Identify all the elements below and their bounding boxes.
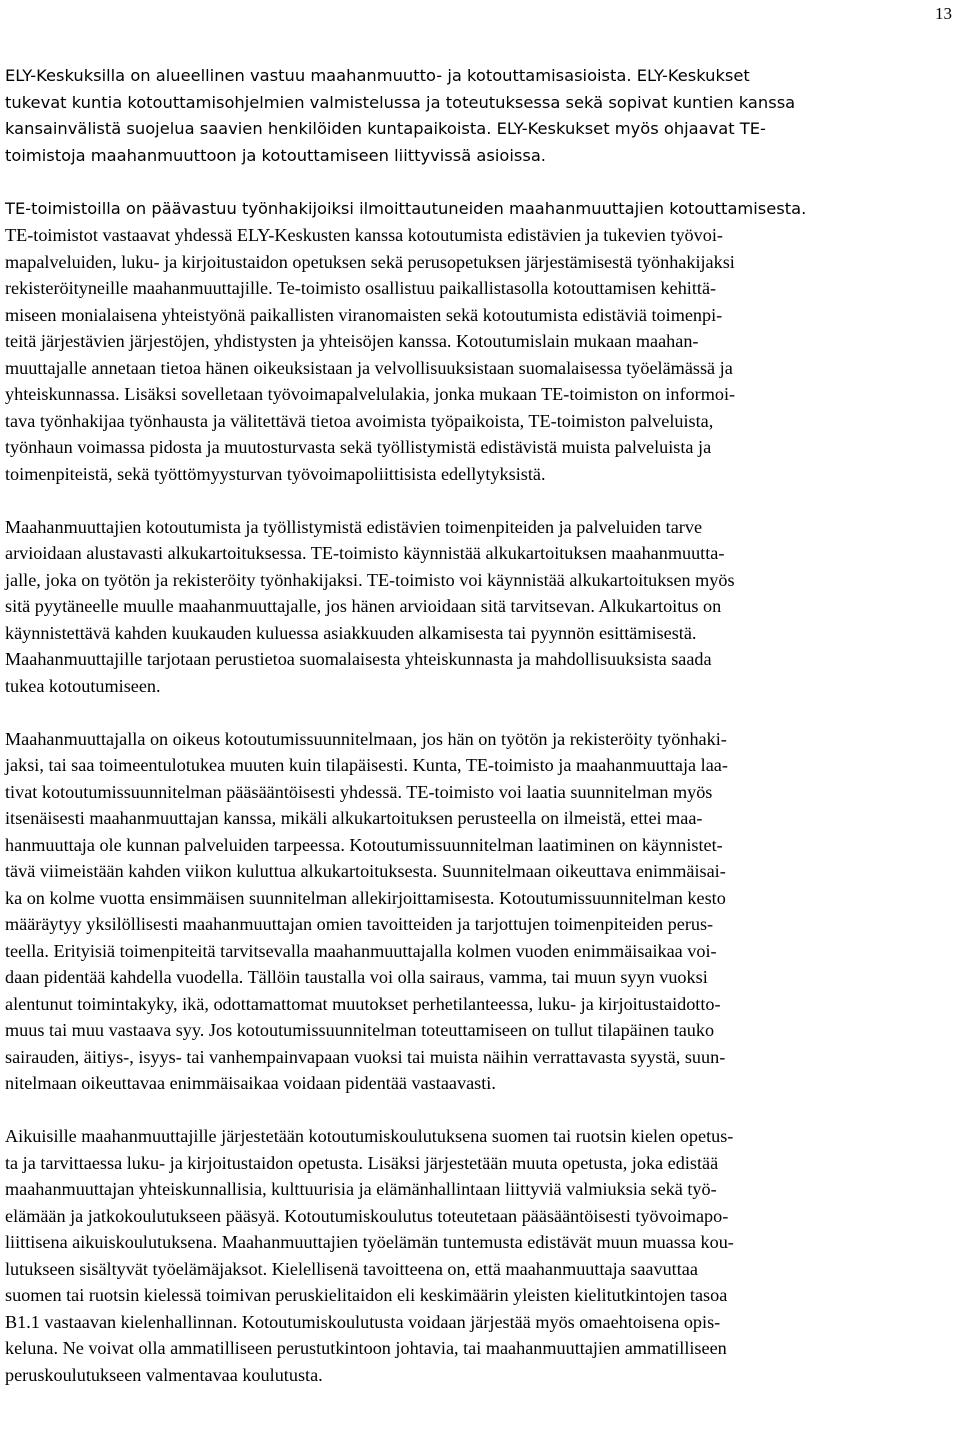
- text-line: keluna. Ne voivat olla ammatilliseen perustutkintoon johtavia, tai maahanmuuttajien ammatilliseen: [5, 1338, 727, 1358]
- paragraph-spacer: [5, 1097, 955, 1124]
- text-line: sitä pyytäneelle muulle maahanmuuttajalle, jos hänen arvioidaan sitä tarvitsevan. Alkukartoitus on: [5, 596, 722, 616]
- text-line: käynnistettävä kahden kuukauden kuluessa asiakkuuden alkamisesta tai pyynnön esittämisestä.: [5, 622, 697, 643]
- paragraph-spacer: [5, 487, 955, 514]
- paragraph-integration-plan: [5, 726, 955, 1097]
- text-line: tävä viimeistään kahden viikon kuluttua alkukartoituksesta. Suunnitelmaan oikeuttava enimmäisai-: [5, 861, 726, 881]
- text-line: tukevat kuntia kotouttamisohjelmien valmistelussa ja toteutuksessa sekä sopivat kuntien kanssa: [5, 92, 796, 112]
- text-line: Maahanmuuttajalla on oikeus kotoutumissuunnitelmaan, jos hän on työtön ja rekisteröity työnhaki-: [5, 728, 727, 749]
- text-line: itsenäisesti maahanmuuttajan kanssa, mikäli alkukartoituksen perusteella on ilmeistä, ettei maa-: [5, 808, 703, 828]
- text-line: nitelmaan oikeuttavaa enimmäisaikaa voidaan pidentää vastaavasti.: [5, 1073, 496, 1093]
- text-line: työnhaun voimassa pidosta ja muutosturvasta sekä työllistymistä edistävistä muista palveluista ja: [5, 437, 712, 457]
- text-line: Maahanmuuttajille tarjotaan perustietoa suomalaisesta yhteiskunnasta ja mahdollisuuksista saada: [5, 649, 712, 669]
- text-line: B1.1 vastaavan kielenhallinnan. Kotoutumiskoulutusta voidaan järjestää myös omaehtoisena opis-: [5, 1311, 721, 1332]
- document-body: [5, 63, 955, 1388]
- text-line: peruskoulutukseen valmentavaa koulutusta.: [5, 1364, 323, 1385]
- text-line: ka on kolme vuotta ensimmäisen suunnitelman allekirjoittamisesta. Kotoutumissuunnitelman kesto: [5, 887, 726, 908]
- text-line: lutukseen sisältyvät työelämäjaksot. Kielellisenä tavoitteena on, että maahanmuuttaja saavuttaa: [5, 1258, 698, 1279]
- text-line: mapalveluiden, luku- ja kirjoitustaidon opetuksen sekä perusopetuksen järjestämisestä työnhakijaksi: [5, 251, 735, 272]
- text-line: rekisteröityneille maahanmuuttajille. Te-toimisto osallistuu paikallistasolla kotouttamisen kehittä-: [5, 278, 717, 298]
- paragraph-spacer: [5, 169, 955, 196]
- text-line: maahanmuuttajan yhteiskunnallisia, kulttuurisia ja elämänhallintaan liittyviä valmiuksia sekä työ-: [5, 1179, 717, 1199]
- text-line: kansainvälistä suojelua saavien henkilöiden kuntapaikoista. ELY-Keskukset myös ohjaavat TE-: [5, 119, 766, 138]
- paragraph-ely-responsibility: [5, 63, 955, 169]
- paragraph-te-office-responsibility: [5, 196, 955, 488]
- text-line: ELY-Keskuksilla on alueellinen vastuu maahanmuutto- ja kotouttamisasioista. ELY-Keskukset: [5, 66, 750, 85]
- text-line: miseen monialaisena yhteistyönä paikallisten viranomaisten sekä kotoutumista edistäviä toimenpi-: [5, 304, 723, 325]
- text-line: muuttajalle annetaan tietoa hänen oikeuksistaan ja velvollisuuksistaan suomalaisessa työelämässä ja: [5, 357, 733, 378]
- paragraph-spacer: [5, 699, 955, 726]
- text-line: muus tai muu vastaava syy. Jos kotoutumissuunnitelman toteuttamiseen on tullut tilapäinen tauko: [5, 1020, 715, 1040]
- text-line: jalle, joka on työtön ja rekisteröity työnhakijaksi. TE-toimisto voi käynnistää alkukartoituksen myös: [5, 569, 735, 590]
- text-line: arvioidaan alustavasti alkukartoituksessa. TE-toimisto käynnistää alkukartoituksen maahanmuutta-: [5, 543, 725, 563]
- text-line: suomen tai ruotsin kielessä toimivan peruskielitaidon eli keskimäärin yleisten kielitutkintojen tasoa: [5, 1285, 728, 1305]
- text-line: TE-toimistoilla on päävastuu työnhakijoiksi ilmoittautuneiden maahanmuuttajien kotouttamisesta.: [5, 198, 807, 218]
- text-line: yhteiskunnassa. Lisäksi sovelletaan työvoimapalvelulakia, jonka mukaan TE-toimiston on informoi-: [5, 384, 736, 404]
- text-line: sairauden, äitiys-, isyys- tai vanhempainvapaan vuoksi tai muista näihin verrattavasta syystä, suun-: [5, 1046, 726, 1067]
- text-line: daan pidentää kahdella vuodella. Tällöin taustalla voi olla sairaus, vamma, tai muun syyn vuoksi: [5, 967, 708, 987]
- text-line: tava työnhakijaa työnhausta ja välitettävä tietoa avoimista työpaikoista, TE-toimiston palveluista,: [5, 410, 714, 431]
- text-line: ta ja tarvittaessa luku- ja kirjoitustaidon opetusta. Lisäksi järjestetään muuta opetusta, joka edistää: [5, 1152, 719, 1173]
- text-line: toimistoja maahanmuuttoon ja kotouttamiseen liittyvissä asioissa.: [5, 145, 546, 165]
- text-line: tukea kotoutumiseen.: [5, 675, 161, 696]
- text-line: jaksi, tai saa toimeentulotukea muuten kuin tilapäisesti. Kunta, TE-toimisto ja maahanmuuttaja laa-: [5, 755, 728, 775]
- text-line: liittisena aikuiskoulutuksena. Maahanmuuttajien työelämän tuntemusta edistävät muun muassa kou-: [5, 1232, 734, 1252]
- text-line: hanmuuttaja ole kunnan palveluiden tarpeessa. Kotoutumissuunnitelman laatiminen on käynnistet-: [5, 834, 723, 855]
- text-line: Maahanmuuttajien kotoutumista ja työllistymistä edistävien toimenpiteiden ja palveluiden tarve: [5, 516, 703, 537]
- paragraph-initial-assessment: [5, 514, 955, 700]
- text-line: elämään ja jatkokoulutukseen pääsyä. Kotoutumiskoulutus toteutetaan pääsääntöisesti työvoimapo-: [5, 1205, 729, 1226]
- text-line: teella. Erityisiä toimenpiteitä tarvitsevalla maahanmuuttajalla kolmen vuoden enimmäisaikaa voi-: [5, 940, 717, 961]
- text-line: Aikuisille maahanmuuttajille järjestetään kotoutumiskoulutuksena suomen tai ruotsin kielen opetus-: [5, 1126, 734, 1146]
- paragraph-integration-training: [5, 1123, 955, 1388]
- text-line: teitä järjestävien järjestöjen, yhdistysten ja yhteisöjen kanssa. Kotoutumislain mukaan maahan-: [5, 331, 699, 351]
- page-number: 13: [935, 4, 952, 23]
- text-line: TE-toimistot vastaavat yhdessä ELY-Keskusten kanssa kotoutumista edistävien ja tukevien työvoi-: [5, 225, 723, 245]
- text-line: toimenpiteistä, sekä työttömyysturvan työvoimapoliittisista edellytyksistä.: [5, 463, 546, 484]
- text-line: määräytyy yksilöllisesti maahanmuuttajan omien tavoitteiden ja tarjottujen toimenpiteiden perus-: [5, 914, 714, 934]
- text-line: tivat kotoutumissuunnitelman pääsääntöisesti yhdessä. TE-toimisto voi laatia suunnitelman myös: [5, 781, 713, 802]
- text-line: alentunut toimintakyky, ikä, odottamattomat muutokset perhetilanteessa, luku- ja kirjoitustaidotto-: [5, 993, 721, 1014]
